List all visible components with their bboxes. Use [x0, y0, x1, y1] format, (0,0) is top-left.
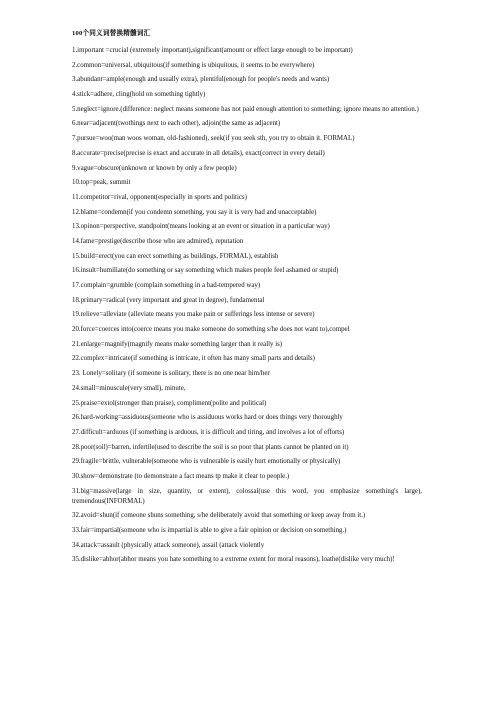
synonym-entry: 1.important =crucial (extremely important),significant(amount or effect large enough to be important)	[72, 47, 353, 54]
synonym-entry: 14.fame=prestige(describe those who are admired), reputation	[72, 237, 244, 245]
synonym-entry: 35.dislike=abhor(abhor means you hate something to a extreme extent for moral reasons), loathe(dislike very much)!	[72, 556, 395, 564]
synonym-entry: 10.top=peak, summit	[72, 179, 131, 187]
synonym-entry: 11.competitor=rival, opponent(especially in sports and politics)	[72, 193, 247, 201]
synonym-entry: 19.relieve=alleviate (alleviate means you make pain or sufferings less intense or severe)	[72, 311, 315, 319]
synonym-entry: 3.abundant=ample(enough and usually extra), plentiful(enough for people's needs and wants)	[72, 76, 330, 84]
synonym-entry: 26.hard-working=assiduous(someone who is assiduous works hard or does things very thoroughly	[72, 414, 343, 422]
synonym-entry: 15.build=erect(you can erect something as buildings, FORMAL), establish	[72, 252, 279, 260]
synonym-entry: 28.poor(soil)=barren, infertile(used to describe the soil is so poor that plants cannot be planted on it)	[72, 443, 349, 451]
synonym-entry: 22.complex=intricate(if something is intricate, it often has many small parts and details)	[72, 355, 315, 363]
synonym-entry: 7.pursue=woo(man woos woman, old-fashioned), seek(if you seek sth, you try to obtain it. FORMAL)	[72, 135, 355, 143]
synonym-entry: 29.fragile=brittle, vulnerable(someone who is vulnerable is easily hurt emotionally or physically)	[72, 458, 341, 466]
synonym-entry: 13.opinon=perspective, standpoint(means looking at an event or situation in a particular way)	[72, 223, 330, 231]
synonym-entry: 32.avoid=shun(if comeone shuns something, s/he deliberately avoid that something or keep away from it.)	[72, 512, 366, 520]
entry-list	[72, 46, 422, 566]
synonym-entry: 8.accurate=precise(precise is exact and accurate in all details), exact(correct in every detail)	[72, 149, 325, 157]
synonym-entry: 18.primary=radical (very important and great in degree), fundamental	[72, 296, 265, 304]
synonym-entry: 2.common=universal, ubiquitous(if something is ubiquitous, it seems to be everywhere)	[72, 61, 315, 69]
synonym-entry: 9.vague=obscure(unknown or known by only a few people)	[72, 164, 237, 172]
synonym-entry: 25.praise=extol(stronger than praise), compliment(polite and political)	[72, 399, 267, 407]
synonym-entry: 6.near=adjacent(twothings next to each other), adjoin(the same as adjacent)	[72, 120, 281, 128]
synonym-entry: 12.blame=condemn(if you condemn something, you say it is very bad and unacceptable)	[72, 208, 317, 216]
document-page	[72, 29, 422, 570]
synonym-entry: 16.insult=humiliate(do something or say something which makes people feel ashamed or stupid)	[72, 267, 339, 275]
synonym-entry: 34.attack=assault (physically attack someone), assail (attack violently	[72, 541, 265, 549]
document-title: 100个同义词替换精髓词汇	[72, 30, 151, 37]
synonym-entry: 33.fair=impartial(someone who is impartial is able to give a fair opinion or decision on something.)	[72, 527, 347, 535]
synonym-entry: 20.force=coerces into(coerce means you make someone do something s/he does not want to),compel	[72, 326, 350, 334]
synonym-entry: 4.stick=adhere, cling(hold on something tightly)	[72, 91, 206, 99]
synonym-entry: 17.complain=grumble (complain something in a bad-tempered way)	[72, 282, 261, 289]
synonym-entry: 27.difficult=arduous (if something is arduous, it is difficult and tiring, and involves a lot of efforts)	[72, 428, 345, 436]
synonym-entry: 23. Lonely=solitary (if someone is solitary, there is no one near him/her	[72, 370, 270, 378]
synonym-entry: 30.show=demonstrate (to demonstrate a fact means tp make it clear to people.)	[72, 472, 290, 480]
synonym-entry: 31.big=massive(large in size, quantity, or extent), colossal(use this word, you emphasize something's large), tremendous(INFORMAL)	[72, 487, 422, 505]
synonym-entry: 5.neglect=ignore.(difference: neglect means someone has not paid enough attention to something; ignore means no attention.)	[72, 105, 419, 113]
synonym-entry: 24.small=minuscule(very small), minute,	[72, 384, 186, 392]
synonym-entry: 21.enlarge=magnify(magnify means make something larger than it really is)	[72, 340, 283, 348]
